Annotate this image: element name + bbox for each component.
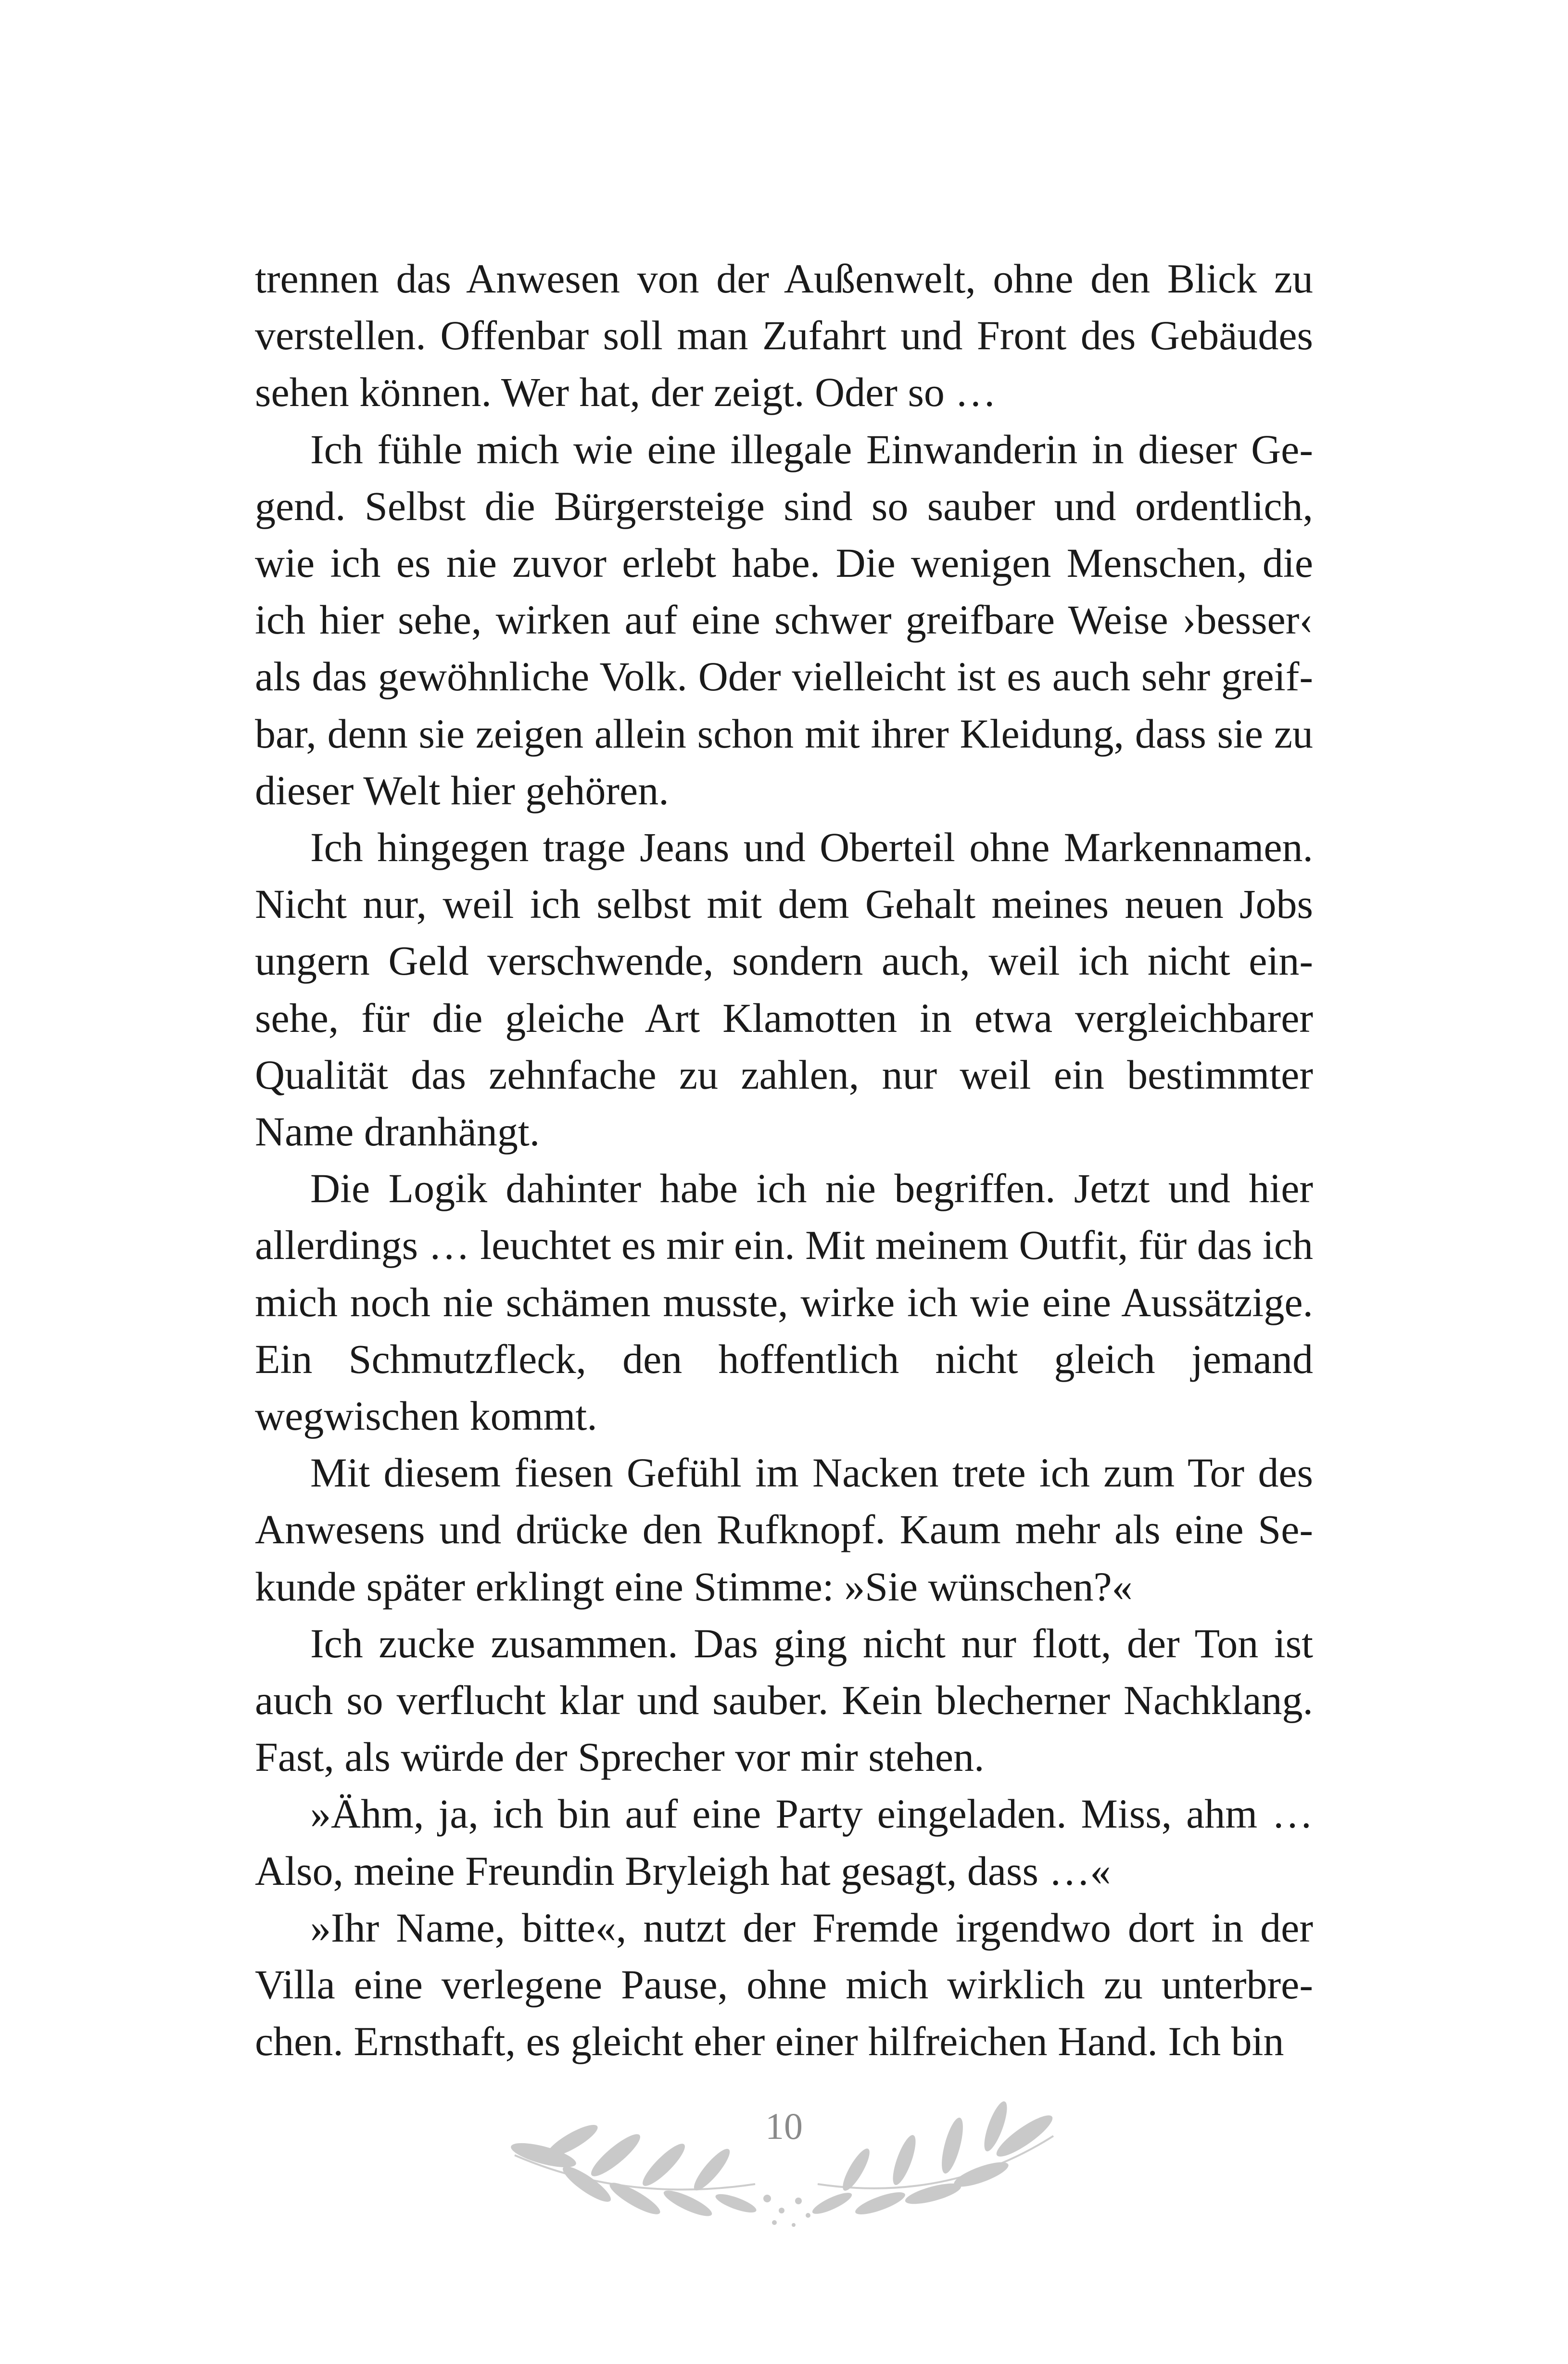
paragraph: Mit diesem fiesen Gefühl im Nacken trete ich zum Tor des Anwesens und drücke den Rufknopf. Kaum mehr als eine Sekunde später erklingt eine Stimme: »Sie wünschen?«	[255, 1449, 1313, 1610]
paragraph: Ich hingegen trage Jeans und Oberteil ohne Markennamen. Nicht nur, weil ich selbst mit dem Gehalt meines neuen Jobs ungern Geld verschwende, sondern auch, weil ich nicht einsehe, für die gleiche Art Klamotten in etwa vergleichbarer Qualität das zehnfache zu zahlen, nur weil ein bestimmter Name dranhängt.	[255, 824, 1313, 1155]
page-footer	[505, 2083, 1063, 2232]
paragraph: Ich zucke zusammen. Das ging nicht nur flott, der Ton ist auch so verflucht klar und sauber. Kein blecherner Nachklang. Fast, als würde der Sprecher vor mir stehen.	[255, 1620, 1313, 1780]
paragraph: trennen das Anwesen von der Außenwelt, ohne den Blick zu verstellen. Offenbar soll man Zufahrt und Front des Gebäudes sehen können. Wer hat, der zeigt. Oder so …	[255, 255, 1313, 416]
paragraph: Die Logik dahinter habe ich nie begriffen. Jetzt und hier allerdings … leuchtet es mir ein. Mit meinem Outfit, für das ich mich noch nie schämen musste, wirke ich wie eine Aussätzige. Ein Schmutzfleck, den hoffentlich nicht gleich jemand wegwischen kommt.	[255, 1165, 1313, 1439]
paragraph: »Ähm, ja, ich bin auf eine Party eingeladen. Miss, ahm … Also, meine Freundin Bryleigh hat gesagt, dass …«	[255, 1791, 1313, 1894]
paragraph: Ich fühle mich wie eine illegale Einwanderin in dieser Gegend. Selbst die Bürgersteige sind so sauber und ordentlich, wie ich es nie zuvor erlebt habe. Die wenigen Menschen, die ich hier sehe, wirken auf eine schwer greifbare Weise ›besser‹ als das gewöhnliche Volk. Oder vielleicht ist es auch sehr greifbar, denn sie zeigen allein schon mit ihrer Kleidung, dass sie zu dieser Welt hier gehören.	[255, 426, 1313, 813]
body-text	[255, 250, 1313, 2070]
paragraph: »Ihr Name, bitte«, nutzt der Fremde irgendwo dort in der Villa eine verlegene Pause, ohne mich wirklich zu unterbrechen. Ernsthaft, es gleicht eher einer hilfreichen Hand. Ich bin	[255, 1904, 1313, 2065]
page-number: 10	[765, 2105, 803, 2147]
